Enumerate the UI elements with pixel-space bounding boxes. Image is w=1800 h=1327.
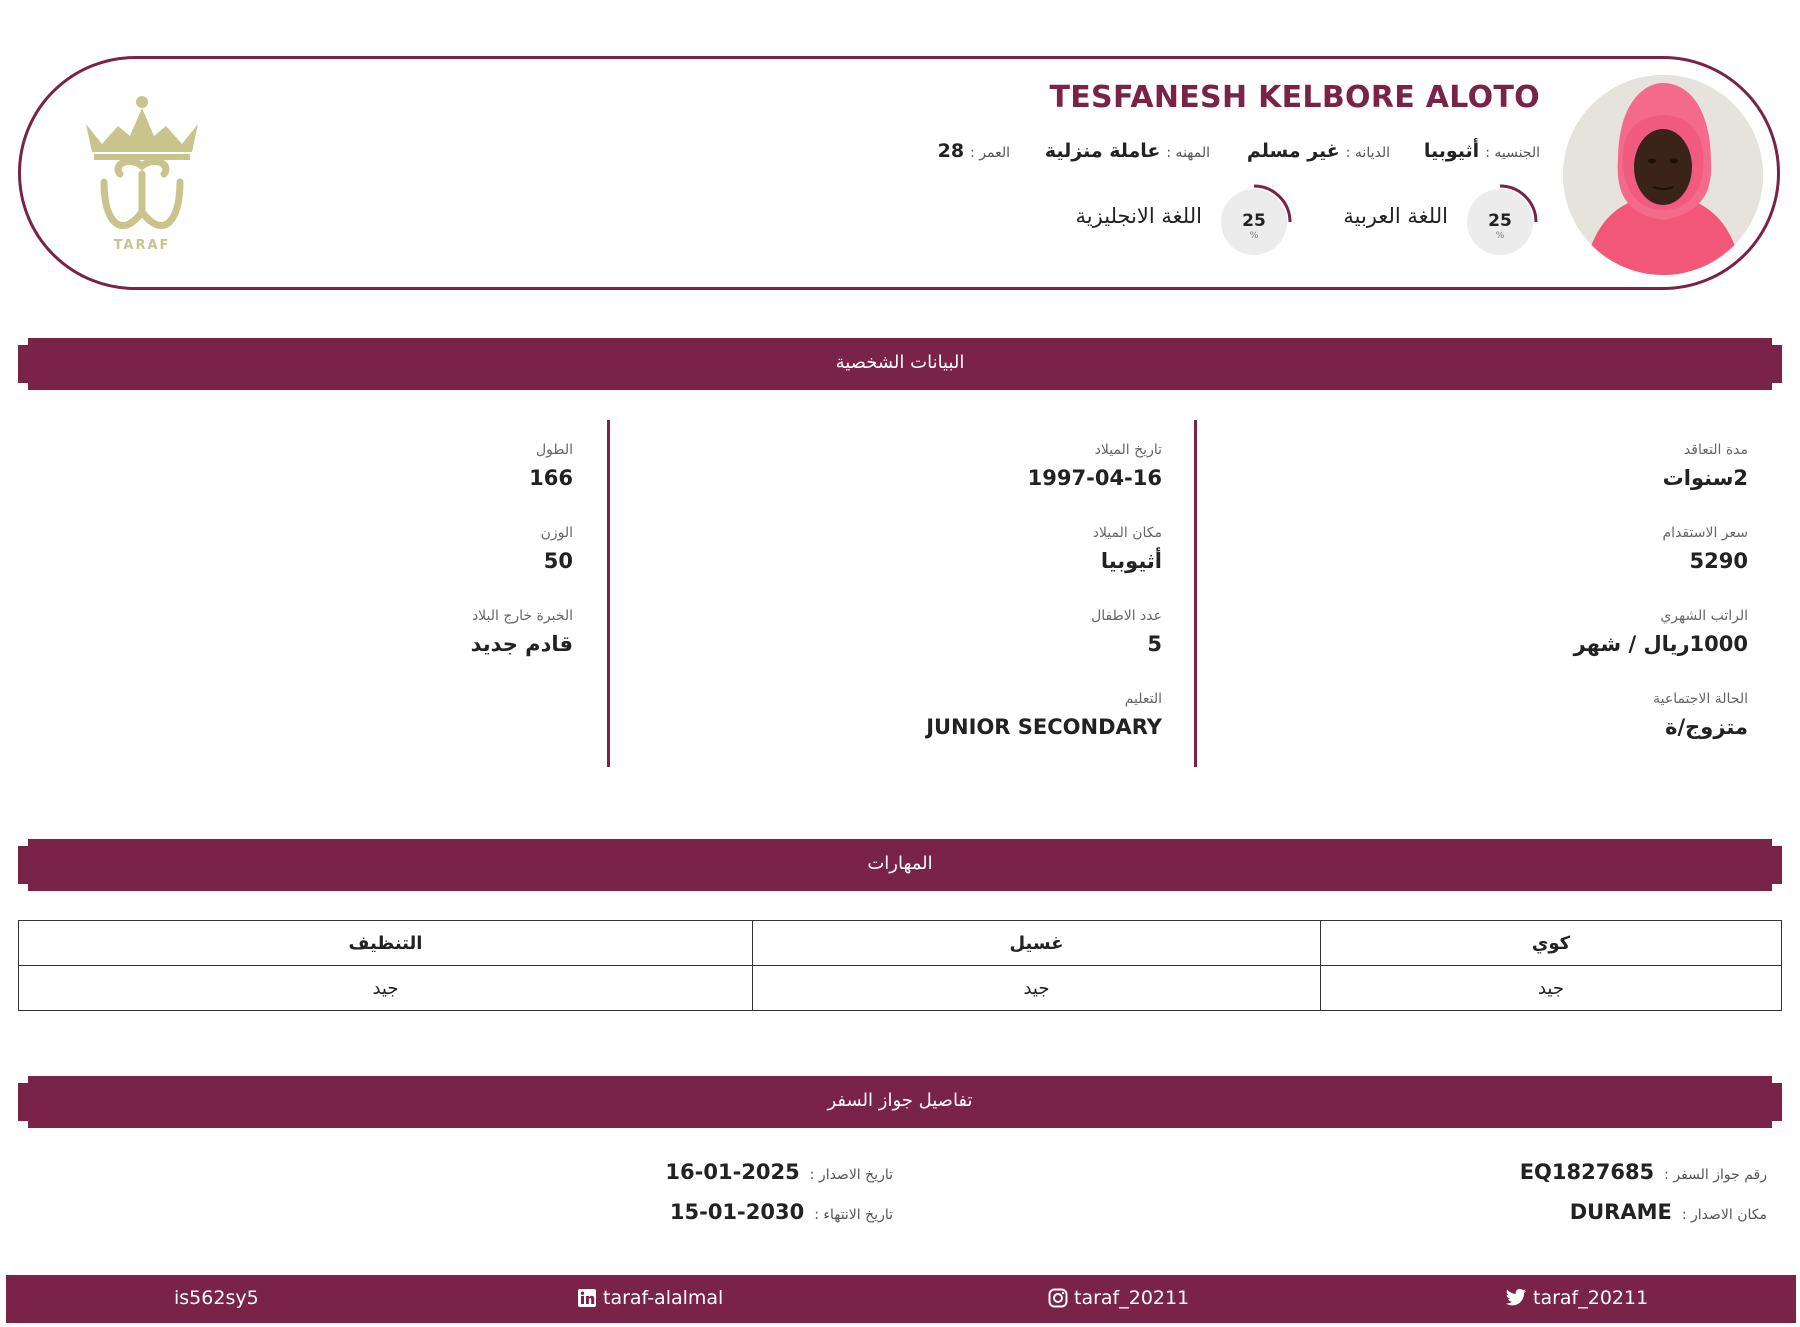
skill-name: التنظيف: [19, 921, 753, 966]
field-label: التعليم: [1124, 691, 1162, 707]
language-arabic-label: اللغة العربية: [1343, 204, 1448, 228]
linkedin-link[interactable]: [577, 1287, 723, 1309]
profession-value: عاملة منزلية: [1044, 140, 1161, 162]
language-english-unit: %: [1249, 231, 1259, 241]
linkedin-icon: [577, 1288, 597, 1308]
twitter-icon: [1505, 1288, 1527, 1308]
twitter-link[interactable]: [1505, 1287, 1648, 1309]
religion-field: [1247, 140, 1390, 162]
field-label: مدة التعاقد: [1683, 442, 1748, 458]
logo-text: TARAF: [113, 238, 171, 253]
field-label: الحالة الاجتماعية: [1653, 691, 1748, 707]
instagram-link[interactable]: [1048, 1287, 1189, 1309]
language-english-percent: 25: [1242, 211, 1266, 231]
field-value: 5: [1147, 632, 1162, 656]
linkedin-handle: taraf-alalmal: [603, 1287, 724, 1309]
field-value: أثيوبيا: [1100, 549, 1162, 573]
language-english-label: اللغة الانجليزية: [1075, 204, 1202, 228]
field-value: 5290: [1689, 549, 1748, 573]
age-value: 28: [937, 140, 965, 162]
monthly-salary-field: [1574, 608, 1748, 656]
column-divider: [607, 420, 610, 767]
personal-column-right: [1348, 420, 1748, 780]
field-label: سعر الاستقدام: [1662, 525, 1748, 541]
issue-place: DURAME: [1569, 1200, 1672, 1224]
height-field: [529, 442, 573, 490]
personal-column-left: [123, 420, 573, 780]
skill-level: جيد: [1321, 966, 1782, 1011]
skill-name: غسيل: [753, 921, 1321, 966]
religion-label: الديانه :: [1345, 145, 1390, 161]
footer: [6, 1275, 1796, 1323]
nationality-value: أثيوبيا: [1423, 140, 1480, 162]
field-value: قادم جديد: [470, 632, 573, 656]
field-value: متزوج/ة: [1665, 715, 1748, 739]
field-label: الراتب الشهري: [1660, 608, 1748, 624]
field-label: تاريخ الاصدار :: [809, 1167, 893, 1183]
recruitment-price-field: [1663, 525, 1748, 573]
weight-field: [541, 525, 573, 573]
field-label: عدد الاطفال: [1091, 608, 1162, 624]
expiry-date: 2030-01-15: [669, 1200, 805, 1224]
passport-section-bar: [18, 1076, 1782, 1128]
skills-section-title: المهارات: [867, 853, 933, 874]
religion-value: غير مسلم: [1246, 140, 1340, 162]
field-label: مكان الاصدار :: [1681, 1207, 1767, 1223]
field-value: 1997-04-16: [1027, 466, 1162, 490]
language-arabic-percent: 25: [1488, 211, 1512, 231]
issue-place-field: [1570, 1200, 1767, 1224]
field-label: تاريخ الانتهاء :: [814, 1207, 893, 1223]
field-label: تاريخ الميلاد: [1094, 442, 1162, 458]
instagram-handle: taraf_20211: [1074, 1287, 1190, 1309]
nationality-label: الجنسيه :: [1485, 145, 1540, 161]
language-english: [1075, 180, 1294, 260]
contract-duration-field: [1663, 442, 1748, 490]
field-value: 2سنوات: [1662, 466, 1748, 490]
issue-date: 2025-01-16: [665, 1160, 800, 1184]
profession-label: المهنه :: [1166, 145, 1210, 161]
expiry-date-field: [670, 1200, 893, 1224]
field-value: 50: [543, 549, 573, 573]
field-value: JUNIOR SECONDARY: [926, 715, 1162, 739]
age-field: [938, 140, 1010, 162]
personal-column-middle: [712, 420, 1162, 780]
worker-photo: [1563, 75, 1763, 275]
instagram-icon: [1048, 1288, 1068, 1308]
field-label: رقم جواز السفر :: [1664, 1167, 1767, 1183]
birth-place-field: [1093, 525, 1162, 573]
issue-date-field: [665, 1160, 893, 1184]
age-label: العمر :: [970, 145, 1010, 161]
language-arabic: [1340, 180, 1540, 260]
nationality-field: [1424, 140, 1540, 162]
field-label: الخبرة خارج البلاد: [471, 608, 573, 624]
personal-section-title: البيانات الشخصية: [835, 352, 965, 373]
language-arabic-ring: [1464, 180, 1544, 260]
field-value: 1000ريال / شهر: [1573, 632, 1748, 656]
marital-status-field: [1653, 691, 1748, 739]
field-label: الوزن: [540, 525, 573, 541]
birth-date-field: [1028, 442, 1162, 490]
skills-section-bar: [18, 839, 1782, 891]
passport-section-title: تفاصيل جواز السفر: [827, 1090, 973, 1111]
language-arabic-unit: %: [1495, 231, 1505, 241]
column-divider: [1194, 420, 1197, 767]
language-english-ring: [1218, 180, 1298, 260]
education-field: [926, 691, 1162, 739]
personal-section-bar: [18, 338, 1782, 390]
crown-icon: [82, 94, 202, 259]
office-code: is562sy5: [174, 1287, 259, 1309]
taraf-logo: [82, 94, 202, 259]
children-count-field: [1091, 608, 1162, 656]
field-label: الطول: [535, 442, 573, 458]
table-row: [19, 921, 1782, 966]
passport-number: EQ1827685: [1519, 1160, 1655, 1184]
field-label: مكان الميلاد: [1092, 525, 1162, 541]
skill-name: كوي: [1321, 921, 1782, 966]
twitter-handle: taraf_20211: [1533, 1287, 1649, 1309]
skills-table: [18, 920, 1782, 1011]
experience-abroad-field: [471, 608, 573, 656]
passport-number-field: [1520, 1160, 1767, 1184]
skill-level: جيد: [19, 966, 753, 1011]
skill-level: جيد: [753, 966, 1321, 1011]
table-row: [19, 966, 1782, 1011]
worker-name: TESFANESH KELBORE ALOTO: [1049, 80, 1540, 115]
profession-field: [1045, 140, 1210, 162]
field-value: 166: [529, 466, 573, 490]
